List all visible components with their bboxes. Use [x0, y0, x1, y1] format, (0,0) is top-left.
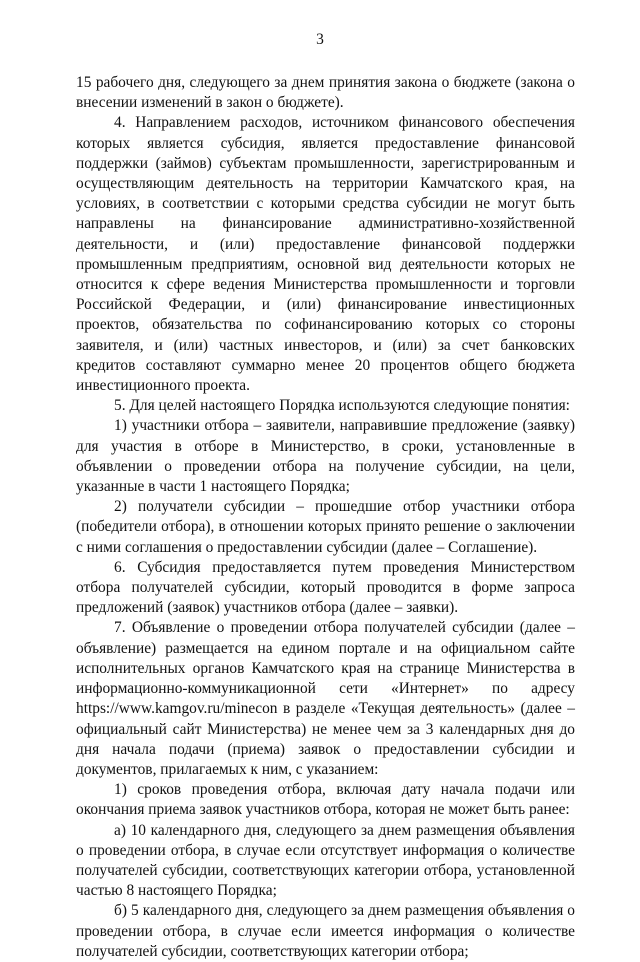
paragraph-clause-7: 7. Объявление о проведении отбора получателей субсидии (далее – объявление) размещается на едином портале и на официальном сайте исполнительных органов Камчатского края на странице Министерства в информационно-коммуникационной сети «Интернет» по адресу https://www.kamgov.ru/minecon в разделе «Текущая деятельность» (далее – официальный сайт Министерства) не менее чем за 3 календарных дня до дня начала подачи (приема) заявок о предоставлении субсидии и документов, прилагаемых к ним, с указанием: [76, 619, 575, 778]
paragraph-clause-5-item-2: 2) получатели субсидии – прошедшие отбор участники отбора (победители отбора), в отношении которых принято решение о заключении с ними соглашения о предоставлении субсидии (далее – Соглашение). [76, 498, 575, 556]
paragraph-clause-5: 5. Для целей настоящего Порядка используются следующие понятия: [114, 397, 570, 415]
page-number: 3 [316, 31, 324, 48]
paragraph-clause-7-item-1a: а) 10 календарного дня, следующего за днем размещения объявления о проведении отбора, в случае если отсутствует информация о количестве получателей субсидии, соответствующих категории отбора, установленной частью 8 настоящего Порядка; [76, 821, 575, 900]
document-body [76, 73, 575, 962]
paragraph-clause-4: 4. Направлением расходов, источником финансового обеспечения которых является субсидия, является предоставление финансовой поддержки (займов) субъектам промышленности, зарегистрированным и осуществляющим деятельность на территории Камчатского края, на условиях, в соответствии с которыми средства субсидии не могут быть направлены на финансирование административно-хозяйственной деятельности, и (или) предоставление финансовой поддержки промышленным предприятиям, основной вид деятельности которых не относится к сфере ведения Министерства промышленности и торговли Российской Федерации, и (или) финансирование инвестиционных проектов, обязательства по софинансированию которых со стороны заявителя, и (или) частных инвесторов, и (или) за счет банковских кредитов составляют суммарно менее 20 процентов общего бюджета инвестиционного проекта. [76, 114, 575, 395]
paragraph-clause-7-item-1: 1) сроков проведения отбора, включая дату начала подачи или окончания приема заявок участников отбора, которая не может быть ранее: [76, 781, 575, 819]
paragraph-clause-5-item-1: 1) участники отбора – заявители, направившие предложение (заявку) для участия в отборе в Министерство, в сроки, установленные в объявлении о проведении отбора на получение субсидии, на цели, указанные в части 1 настоящего Порядка; [76, 417, 575, 496]
paragraph-clause-6: 6. Субсидия предоставляется путем проведения Министерством отбора получателей субсидии, который проводится в форме запроса предложений (заявок) участников отбора (далее – заявки). [76, 558, 575, 617]
paragraph-continuation: 15 рабочего дня, следующего за днем принятия закона о бюджете (закона о внесении изменений в закон о бюджете). [76, 74, 575, 112]
paragraph-clause-7-item-1b: б) 5 календарного дня, следующего за днем размещения объявления о проведении отбора, в случае если имеется информация о количестве получателей субсидии, соответствующих категории отбора; [76, 902, 575, 960]
